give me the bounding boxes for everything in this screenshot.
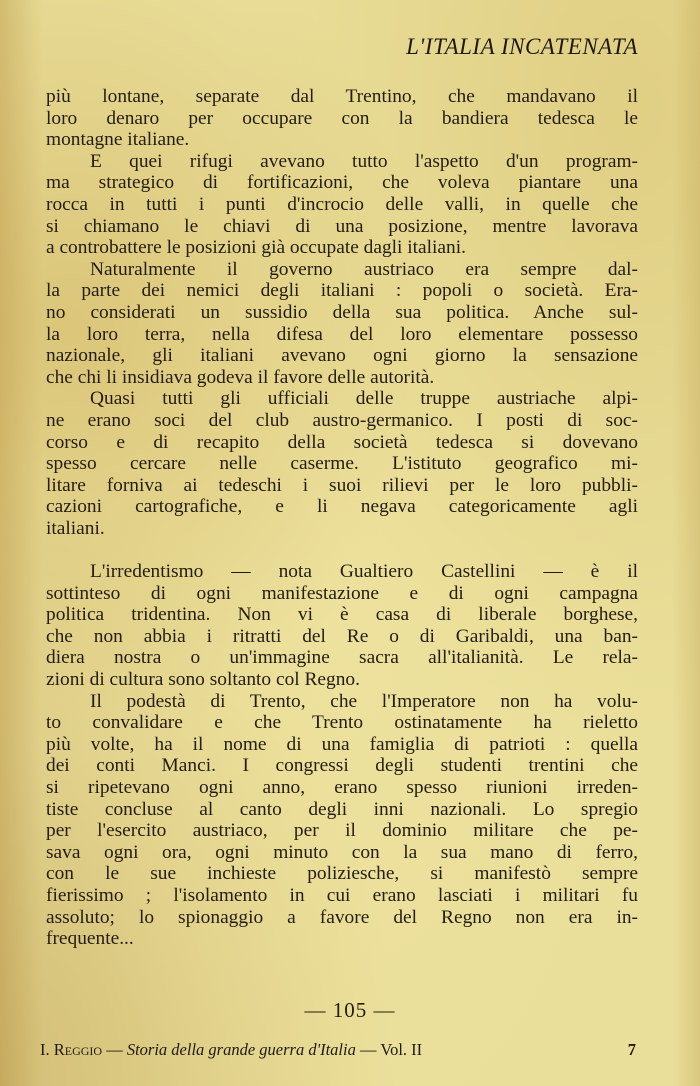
volume-label: Vol. II <box>380 1040 423 1059</box>
text-line: più volte, ha il nome di una famiglia di patrioti : quella <box>46 733 638 755</box>
text-line: ne erano soci del club austro-germanico. I posti di soc- <box>46 409 638 431</box>
text-line: che non abbia i ritratti del Re o di Garibaldi, una ban- <box>46 625 638 647</box>
paragraph <box>46 86 638 151</box>
text-line: no considerati un sussidio della sua politica. Anche sul- <box>46 301 638 323</box>
text-line: zioni di cultura sono soltanto col Regno. <box>46 669 360 691</box>
text-line: cazioni cartografiche, e li negava categoricamente agli <box>46 496 638 518</box>
text-line: diera nostra o un'immagine sacra all'italianità. Le rela- <box>46 647 638 669</box>
signature-mark: 7 <box>627 1040 636 1059</box>
book-title: Storia della grande guerra d'Italia <box>126 1040 356 1059</box>
footer-separator: — <box>106 1040 123 1059</box>
text-line: frequente... <box>46 928 134 950</box>
text-line: spesso cercare nelle caserme. L'istituto geografico mi- <box>46 453 638 475</box>
text-line: Quasi tutti gli ufficiali delle truppe austriache alpi- <box>90 388 638 410</box>
text-line: italiani. <box>46 517 105 539</box>
text-line: loro denaro per occupare con la bandiera tedesca le <box>46 107 638 129</box>
paragraph <box>46 691 638 950</box>
page-number: — 105 — <box>304 998 396 1022</box>
text-line: la loro terra, nella difesa del loro elementare possesso <box>46 323 638 345</box>
text-line: politica tridentina. Non vi è casa di liberale borghese, <box>46 604 638 626</box>
running-title: L'ITALIA INCATENATA <box>406 34 638 59</box>
text-line: Naturalmente il governo austriaco era sempre dal- <box>90 258 638 280</box>
text-line: litare forniva ai tedeschi i suoi rilievi per le loro pubbli- <box>46 474 638 496</box>
text-line: che chi li insidiava godeva il favore delle autorità. <box>46 366 435 388</box>
text-line: si ripetevano ogni anno, erano spesso riunioni irreden- <box>46 777 638 798</box>
text-line: rocca in tutti i punti d'incrocio delle valli, in quelle che <box>46 193 638 215</box>
author-name: I. Reggio <box>40 1040 103 1059</box>
text-line: assoluto; lo spionaggio a favore del Regno non era in- <box>46 906 638 928</box>
text-line: montagne italiane. <box>46 129 190 151</box>
text-line: Il podestà di Trento, che l'Imperatore non ha volu- <box>90 690 638 712</box>
text-line: si chiamano le chiavi di una posizione, mentre lavorava <box>46 215 638 237</box>
text-line: dei conti Manci. I congressi degli studenti trentini che <box>46 755 638 777</box>
paragraph <box>46 388 638 539</box>
text-line: corso e di recapito della società tedesca si dovevano <box>46 431 638 453</box>
text-line: E quei rifugi avevano tutto l'aspetto d'un program- <box>90 150 638 172</box>
footer-dash: — <box>359 1040 377 1059</box>
text-line: a controbattere le posizioni già occupate dagli italiani. <box>46 237 466 259</box>
text-line: con le sue inchieste poliziesche, si manifestò sempre <box>46 863 638 885</box>
text-line: ma strategico di fortificazioni, che voleva piantare una <box>46 172 638 194</box>
text-line: la parte dei nemici degli italiani : popoli o società. Era- <box>46 280 638 302</box>
text-line: fierissimo ; l'isolamento in cui erano lasciati i militari fu <box>46 884 638 906</box>
paragraph <box>46 259 638 389</box>
text-line: to convalidare e che Trento ostinatamente ha rieletto <box>46 712 638 734</box>
body-text <box>46 86 638 950</box>
text-line: sava ogni ora, ogni minuto con la sua mano di ferro, <box>46 841 638 863</box>
paragraph <box>46 151 638 259</box>
text-line: nazionale, gli italiani avevano ogni giorno la sensazione <box>46 345 638 367</box>
text-line: più lontane, separate dal Trentino, che mandavano il <box>46 86 638 107</box>
text-line: per l'esercito austriaco, per il dominio militare che pe- <box>46 820 638 842</box>
section-gap <box>46 539 638 561</box>
text-line: sottinteso di ogni manifestazione e di ogni campagna <box>46 582 638 604</box>
paragraph <box>46 561 638 691</box>
text-line: L'irredentismo — nota Gualtiero Castellini — è il <box>90 561 638 583</box>
text-line: tiste concluse al canto degli inni nazionali. Lo spregio <box>46 798 638 820</box>
footer-credit <box>40 1040 422 1060</box>
